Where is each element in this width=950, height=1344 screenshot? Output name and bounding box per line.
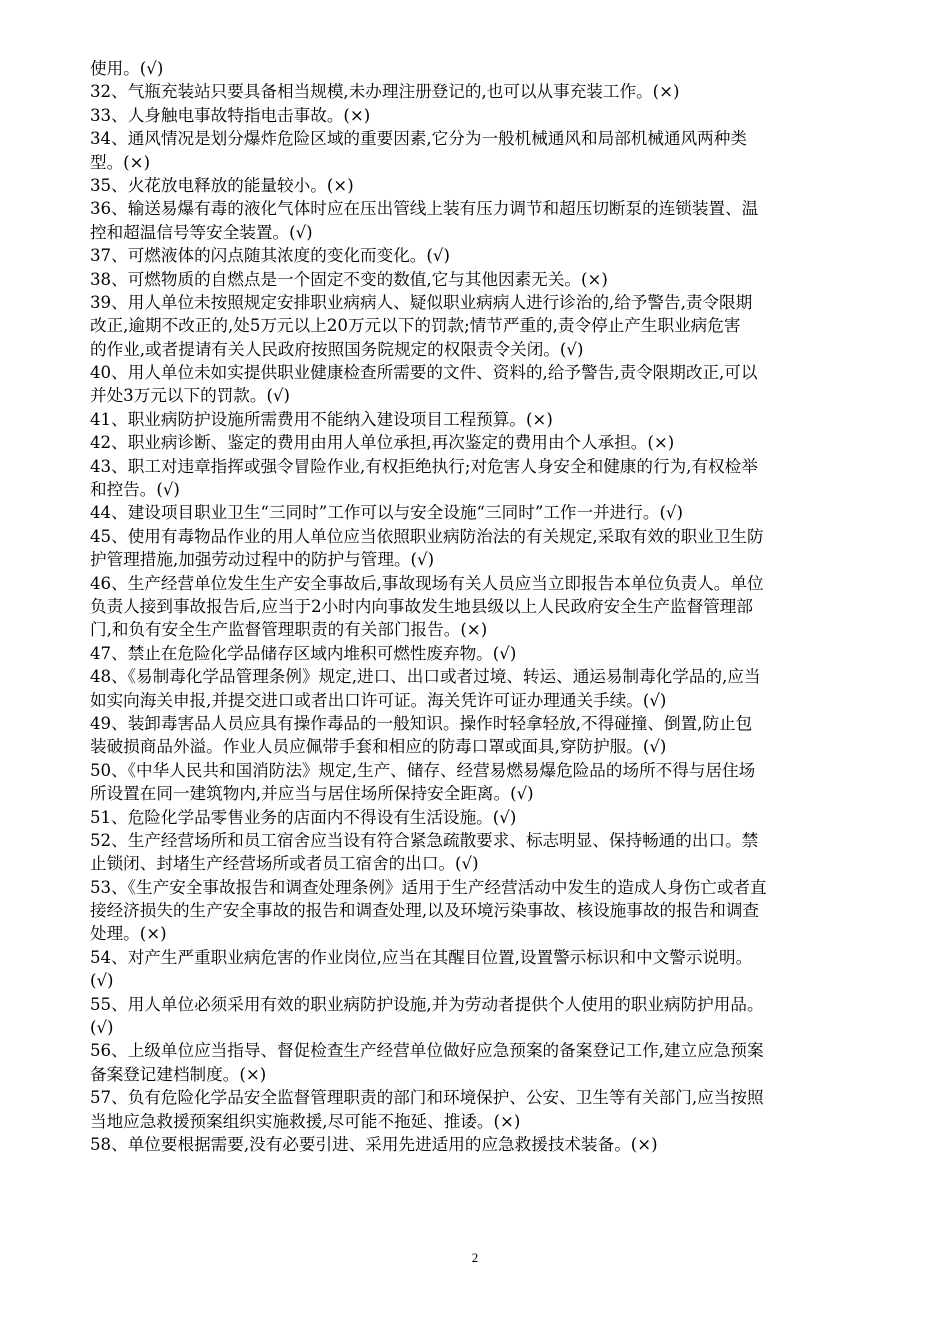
text-line: 50、《中华人民共和国消防法》规定,生产、储存、经营易燃易爆危险品的场所不得与居住场 xyxy=(90,760,756,780)
text-line: 40、用人单位未如实提供职业健康检查所需要的文件、资料的,给予警告,责令限期改正,可以 xyxy=(90,363,758,383)
text-line: 51、危险化学品零售业务的店面内不得设有生活设施。(√) xyxy=(90,807,517,827)
text-line: 37、可燃液体的闪点随其浓度的变化而变化。(√) xyxy=(90,246,450,266)
text-line: 备案登记建档制度。(×) xyxy=(90,1064,267,1084)
text-line: 46、生产经营单位发生生产安全事故后,事故现场有关人员应当立即报告本单位负责人。单位 xyxy=(90,573,764,593)
text-line: 52、生产经营场所和员工宿舍应当设有符合紧急疏散要求、标志明显、保持畅通的出口。禁 xyxy=(90,830,759,850)
text-line: 56、上级单位应当指导、督促检查生产经营单位做好应急预案的备案登记工作,建立应急预案 xyxy=(90,1041,764,1061)
text-line: 36、输送易爆有毒的液化气体时应在压出管线上装有压力调节和超压切断泵的连锁装置、温 xyxy=(90,199,759,219)
text-line: (√) xyxy=(90,971,114,991)
text-line: 所设置在同一建筑物内,并应当与居住场所保持安全距离。(√) xyxy=(90,784,534,804)
text-line: 57、负有危险化学品安全监督管理职责的部门和环境保护、公安、卫生等有关部门,应当按照 xyxy=(90,1088,764,1108)
text-line: 装破损商品外溢。作业人员应佩带手套和相应的防毒口罩或面具,穿防护服。(√) xyxy=(90,737,667,757)
text-line: 处理。(×) xyxy=(90,924,167,944)
text-line: 43、职工对违章指挥或强令冒险作业,有权拒绝执行;对危害人身安全和健康的行为,有权检举 xyxy=(90,456,758,476)
text-line: 如实向海关申报,并提交进口或者出口许可证。海关凭许可证办理通关手续。(√) xyxy=(90,690,667,710)
text-line: 33、人身触电事故特指电击事故。(×) xyxy=(90,105,371,125)
text-line: 当地应急救援预案组织实施救援,尽可能不拖延、推诿。(×) xyxy=(90,1111,521,1131)
text-line: 53、《生产安全事故报告和调查处理条例》适用于生产经营活动中发生的造成人身伤亡或者直 xyxy=(90,877,767,897)
text-line: 48、《易制毒化学品管理条例》规定,进口、出口或者过境、转运、通运易制毒化学品的,应当 xyxy=(90,667,761,687)
text-line: 54、对产生严重职业病危害的作业岗位,应当在其醒目位置,设置警示标识和中文警示说明。 xyxy=(90,947,753,967)
text-line: 负责人接到事故报告后,应当于2小时内向事故发生地县级以上人民政府安全生产监督管理部 xyxy=(90,596,753,616)
text-line: 58、单位要根据需要,没有必要引进、采用先进适用的应急救援技术装备。(×) xyxy=(90,1134,658,1154)
text-line: 32、气瓶充装站只要具备相当规模,未办理注册登记的,也可以从事充装工作。(×) xyxy=(90,82,680,102)
text-line: 门,和负有安全生产监督管理职责的有关部门报告。(×) xyxy=(90,620,488,640)
text-line: 改正,逾期不改正的,处5万元以上20万元以下的罚款;情节严重的,责令停止产生职业病危害 xyxy=(90,316,741,336)
text-line: (√) xyxy=(90,1018,114,1038)
text-line: 使用。(√) xyxy=(90,59,164,78)
text-line: 39、用人单位未按照规定安排职业病病人、疑似职业病病人进行诊治的,给予警告,责令限期 xyxy=(90,292,753,312)
text-line: 控和超温信号等安全装置。(√) xyxy=(90,222,313,242)
text-line: 护管理措施,加强劳动过程中的防护与管理。(√) xyxy=(90,550,435,570)
text-line: 接经济损失的生产安全事故的报告和调查处理,以及环境污染事故、核设施事故的报告和调查 xyxy=(90,901,760,921)
text-line: 42、职业病诊断、鉴定的费用由用人单位承担,再次鉴定的费用由个人承担。(×) xyxy=(90,433,675,453)
text-line: 45、使用有毒物品作业的用人单位应当依照职业病防治法的有关规定,采取有效的职业卫生防 xyxy=(90,526,764,546)
text-line: 34、通风情况是划分爆炸危险区域的重要因素,它分为一般机械通风和局部机械通风两种类 xyxy=(90,129,747,149)
text-line: 41、职业病防护设施所需费用不能纳入建设项目工程预算。(×) xyxy=(90,409,553,429)
text-line: 35、火花放电释放的能量较小。(×) xyxy=(90,175,354,195)
text-line: 38、可燃物质的自燃点是一个固定不变的数值,它与其他因素无关。(×) xyxy=(90,269,608,289)
text-line: 型。(×) xyxy=(90,152,151,172)
text-line: 止锁闭、封堵生产经营场所或者员工宿舍的出口。(√) xyxy=(90,854,479,874)
page-number: 2 xyxy=(471,1250,479,1265)
text-line: 和控告。(√) xyxy=(90,480,180,500)
text-line: 49、装卸毒害品人员应具有操作毒品的一般知识。操作时轻拿轻放,不得碰撞、倒置,防止包 xyxy=(90,713,753,733)
text-line: 47、禁止在危险化学品储存区域内堆积可燃性废弃物。(√) xyxy=(90,643,517,663)
text-line: 55、用人单位必须采用有效的职业病防护设施,并为劳动者提供个人使用的职业病防护用品。 xyxy=(90,994,764,1014)
text-line: 44、建设项目职业卫生“三同时”工作可以与安全设施“三同时”工作一并进行。(√) xyxy=(90,503,683,523)
text-line: 的作业,或者提请有关人民政府按照国务院规定的权限责令关闭。(√) xyxy=(90,339,584,359)
document-body xyxy=(90,57,872,1156)
text-line: 并处3万元以下的罚款。(√) xyxy=(90,386,291,406)
